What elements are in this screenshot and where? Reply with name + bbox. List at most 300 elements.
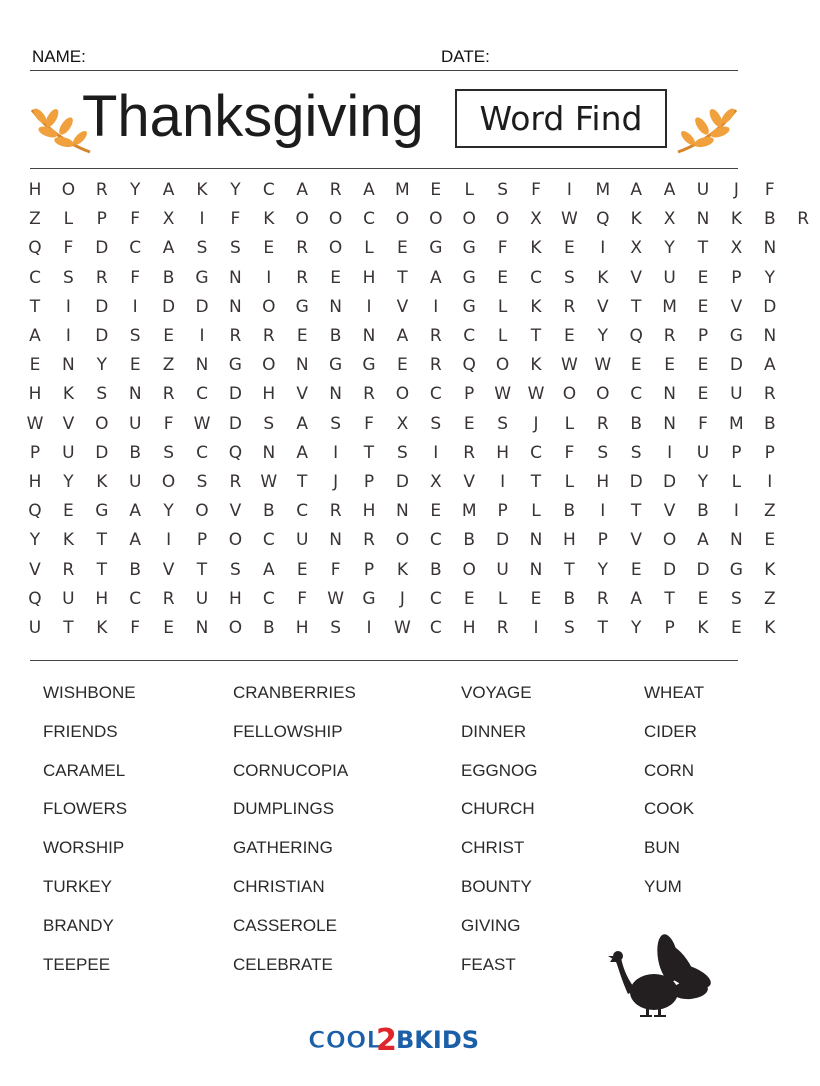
grid-letter[interactable]: R	[95, 180, 108, 200]
grid-letter[interactable]: I	[566, 180, 572, 200]
grid-letter[interactable]: U	[128, 413, 142, 434]
grid-letter[interactable]: T	[697, 238, 709, 259]
grid-letter[interactable]: G	[195, 267, 209, 288]
grid-letter[interactable]: B	[563, 588, 576, 609]
grid-letter[interactable]: K	[530, 238, 542, 259]
grid-letter[interactable]: B	[763, 209, 776, 230]
grid-letter[interactable]: X	[162, 209, 175, 230]
grid-letter[interactable]: N	[730, 530, 743, 551]
grid-letter[interactable]: R	[329, 180, 342, 200]
grid-letter[interactable]: F	[531, 180, 541, 200]
grid-letter[interactable]: C	[296, 501, 309, 522]
grid-letter[interactable]: D	[696, 559, 710, 580]
grid-letter[interactable]: V	[663, 501, 676, 522]
grid-letter[interactable]: Q	[28, 238, 42, 259]
grid-letter[interactable]: C	[530, 442, 542, 463]
grid-letter[interactable]: L	[364, 238, 374, 259]
grid-letter[interactable]: C	[463, 326, 476, 346]
grid-letter[interactable]: G	[429, 238, 443, 259]
grid-letter[interactable]: G	[95, 501, 109, 522]
grid-letter[interactable]: U	[663, 267, 676, 288]
grid-letter[interactable]: K	[96, 472, 108, 492]
grid-letter[interactable]: I	[667, 442, 673, 463]
grid-letter[interactable]: O	[228, 618, 243, 638]
grid-letter[interactable]: L	[464, 180, 474, 200]
grid-letter[interactable]: W	[260, 472, 278, 492]
grid-letter[interactable]: S	[163, 442, 174, 463]
grid-letter[interactable]: K	[530, 355, 542, 376]
grid-letter[interactable]: T	[363, 442, 375, 463]
grid-letter[interactable]: N	[195, 355, 209, 376]
grid-letter[interactable]: B	[129, 559, 142, 580]
grid-letter[interactable]: S	[263, 413, 275, 434]
grid-letter[interactable]: B	[463, 530, 476, 551]
grid-letter[interactable]: H	[596, 472, 610, 492]
grid-letter[interactable]: S	[630, 442, 642, 463]
grid-letter[interactable]: O	[429, 209, 443, 230]
grid-letter[interactable]: Q	[28, 501, 42, 522]
grid-letter[interactable]: L	[731, 472, 742, 492]
grid-letter[interactable]: V	[630, 530, 642, 551]
grid-letter[interactable]: B	[129, 442, 142, 463]
grid-letter[interactable]: L	[497, 588, 508, 609]
grid-letter[interactable]: K	[764, 618, 776, 638]
grid-letter[interactable]: I	[767, 472, 773, 492]
grid-letter[interactable]: N	[229, 296, 242, 317]
grid-letter[interactable]: I	[65, 326, 71, 346]
grid-letter[interactable]: O	[495, 209, 510, 230]
grid-letter[interactable]: L	[497, 296, 508, 317]
grid-letter[interactable]: S	[730, 588, 742, 609]
grid-letter[interactable]: A	[296, 442, 308, 463]
grid-letter[interactable]: R	[429, 355, 442, 376]
grid-letter[interactable]: O	[262, 296, 276, 317]
grid-letter[interactable]: K	[530, 296, 542, 317]
grid-letter[interactable]: A	[129, 501, 141, 522]
grid-letter[interactable]: G	[462, 296, 476, 317]
grid-letter[interactable]: F	[764, 180, 775, 200]
grid-letter[interactable]: G	[362, 355, 376, 376]
grid-letter[interactable]: I	[266, 267, 272, 288]
grid-letter[interactable]: E	[564, 326, 575, 346]
grid-letter[interactable]: O	[262, 355, 276, 376]
grid-letter[interactable]: D	[95, 442, 109, 463]
grid-letter[interactable]: T	[196, 559, 208, 580]
grid-letter[interactable]: C	[29, 267, 41, 288]
grid-letter[interactable]: T	[530, 472, 542, 492]
grid-letter[interactable]: N	[229, 267, 242, 288]
grid-letter[interactable]: E	[129, 355, 141, 376]
grid-letter[interactable]: Y	[163, 501, 174, 522]
grid-letter[interactable]: C	[429, 588, 442, 609]
grid-letter[interactable]: H	[28, 384, 42, 405]
grid-letter[interactable]: A	[396, 326, 409, 346]
grid-letter[interactable]: S	[430, 413, 442, 434]
grid-letter[interactable]: S	[196, 472, 208, 492]
grid-letter[interactable]: D	[95, 326, 109, 346]
grid-letter[interactable]: F	[130, 209, 141, 230]
grid-letter[interactable]: P	[29, 442, 41, 463]
grid-letter[interactable]: N	[396, 501, 409, 522]
grid-letter[interactable]: S	[96, 384, 108, 405]
grid-letter[interactable]: G	[329, 355, 343, 376]
grid-letter[interactable]: N	[529, 559, 543, 580]
grid-letter[interactable]: O	[228, 530, 243, 551]
grid-letter[interactable]: U	[62, 588, 75, 609]
grid-letter[interactable]: E	[163, 326, 174, 346]
grid-letter[interactable]: U	[730, 384, 743, 405]
grid-letter[interactable]: P	[731, 442, 742, 463]
grid-letter[interactable]: T	[29, 296, 41, 317]
grid-letter[interactable]: T	[630, 501, 642, 522]
grid-letter[interactable]: S	[597, 442, 609, 463]
grid-letter[interactable]: B	[697, 501, 709, 522]
grid-letter[interactable]: C	[530, 267, 542, 288]
grid-letter[interactable]: N	[262, 442, 276, 463]
grid-letter[interactable]: R	[363, 384, 375, 405]
grid-letter[interactable]: I	[433, 296, 439, 317]
grid-letter[interactable]: R	[463, 442, 476, 463]
grid-letter[interactable]: M	[595, 180, 611, 200]
grid-letter[interactable]: H	[362, 501, 376, 522]
grid-letter[interactable]: F	[497, 238, 508, 259]
grid-letter[interactable]: A	[296, 413, 308, 434]
grid-letter[interactable]: K	[62, 384, 74, 405]
grid-letter[interactable]: A	[697, 530, 709, 551]
grid-letter[interactable]: E	[697, 296, 709, 317]
grid-letter[interactable]: E	[29, 355, 41, 376]
grid-letter[interactable]: F	[163, 413, 174, 434]
grid-letter[interactable]: D	[195, 296, 209, 317]
grid-letter[interactable]: A	[630, 588, 642, 609]
grid-letter[interactable]: O	[395, 209, 410, 230]
grid-letter[interactable]: Z	[162, 355, 175, 376]
grid-letter[interactable]: E	[764, 530, 776, 551]
grid-letter[interactable]: S	[497, 413, 508, 434]
grid-letter[interactable]: W	[560, 209, 578, 230]
grid-letter[interactable]: O	[95, 413, 109, 434]
grid-letter[interactable]: L	[531, 501, 541, 522]
grid-letter[interactable]: U	[696, 442, 710, 463]
grid-letter[interactable]: I	[199, 326, 205, 346]
grid-letter[interactable]: Q	[596, 209, 610, 230]
grid-letter[interactable]: Z	[763, 588, 776, 609]
grid-letter[interactable]: U	[195, 588, 209, 609]
grid-letter[interactable]: S	[229, 238, 241, 259]
grid-letter[interactable]: E	[397, 238, 408, 259]
grid-letter[interactable]: A	[162, 238, 175, 259]
grid-letter[interactable]: R	[496, 618, 509, 638]
grid-letter[interactable]: H	[295, 618, 309, 638]
grid-letter[interactable]: A	[29, 326, 41, 346]
grid-letter[interactable]: X	[429, 472, 442, 492]
grid-letter[interactable]: N	[663, 384, 676, 405]
grid-letter[interactable]: E	[630, 559, 642, 580]
grid-letter[interactable]: M	[729, 413, 744, 434]
grid-letter[interactable]: C	[429, 618, 442, 638]
grid-letter[interactable]: H	[496, 442, 509, 463]
grid-letter[interactable]: A	[162, 180, 175, 200]
grid-letter[interactable]: A	[129, 530, 141, 551]
grid-letter[interactable]: L	[564, 472, 575, 492]
grid-letter[interactable]: E	[296, 326, 308, 346]
grid-letter[interactable]: K	[396, 559, 408, 580]
grid-letter[interactable]: I	[433, 442, 439, 463]
grid-letter[interactable]: D	[95, 296, 109, 317]
grid-letter[interactable]: V	[296, 384, 308, 405]
grid-letter[interactable]: N	[529, 530, 543, 551]
grid-letter[interactable]: Q	[462, 355, 476, 376]
grid-letter[interactable]: D	[496, 530, 510, 551]
grid-letter[interactable]: T	[96, 559, 107, 580]
grid-letter[interactable]: G	[729, 559, 743, 580]
grid-letter[interactable]: R	[363, 530, 375, 551]
grid-letter[interactable]: Y	[129, 180, 141, 200]
grid-letter[interactable]: T	[597, 618, 608, 638]
grid-letter[interactable]: T	[664, 588, 675, 609]
grid-letter[interactable]: X	[730, 238, 743, 259]
grid-letter[interactable]: C	[196, 442, 208, 463]
grid-letter[interactable]: N	[62, 355, 75, 376]
grid-letter[interactable]: K	[263, 209, 275, 230]
grid-letter[interactable]: O	[328, 238, 343, 259]
grid-letter[interactable]: O	[662, 530, 677, 551]
grid-letter[interactable]: P	[697, 326, 709, 346]
grid-letter[interactable]: S	[330, 618, 341, 638]
grid-letter[interactable]: R	[296, 267, 309, 288]
grid-letter[interactable]: F	[297, 588, 308, 609]
grid-letter[interactable]: D	[729, 355, 743, 376]
grid-letter[interactable]: I	[366, 618, 372, 638]
grid-letter[interactable]: O	[61, 180, 76, 200]
grid-letter[interactable]: F	[130, 267, 141, 288]
grid-letter[interactable]: P	[664, 618, 675, 638]
grid-letter[interactable]: O	[328, 209, 343, 230]
grid-letter[interactable]: R	[229, 326, 242, 346]
grid-letter[interactable]: O	[596, 384, 610, 405]
grid-letter[interactable]: C	[262, 180, 275, 200]
grid-letter[interactable]: V	[730, 296, 743, 317]
grid-letter[interactable]: I	[333, 442, 339, 463]
grid-letter[interactable]: N	[362, 326, 376, 346]
grid-letter[interactable]: O	[495, 355, 510, 376]
grid-letter[interactable]: S	[330, 413, 341, 434]
grid-letter[interactable]: R	[229, 472, 242, 492]
grid-letter[interactable]: U	[696, 180, 710, 200]
grid-letter[interactable]: Y	[63, 472, 74, 492]
grid-letter[interactable]: R	[596, 413, 609, 434]
grid-letter[interactable]: F	[330, 559, 341, 580]
grid-letter[interactable]: X	[396, 413, 409, 434]
grid-letter[interactable]: I	[533, 618, 539, 638]
grid-letter[interactable]: Y	[764, 267, 775, 288]
grid-letter[interactable]: P	[96, 209, 107, 230]
grid-letter[interactable]: R	[162, 384, 175, 405]
grid-letter[interactable]: C	[262, 588, 275, 609]
grid-letter[interactable]: N	[295, 355, 309, 376]
grid-letter[interactable]: Z	[29, 209, 41, 230]
grid-letter[interactable]: B	[162, 267, 175, 288]
grid-letter[interactable]: Z	[763, 501, 776, 522]
grid-letter[interactable]: G	[295, 296, 309, 317]
grid-letter[interactable]: I	[600, 501, 606, 522]
grid-letter[interactable]: E	[530, 588, 542, 609]
grid-letter[interactable]: S	[196, 238, 208, 259]
grid-letter[interactable]: E	[697, 384, 709, 405]
grid-letter[interactable]: D	[228, 384, 242, 405]
grid-letter[interactable]: H	[28, 180, 42, 200]
grid-letter[interactable]: E	[497, 267, 508, 288]
grid-letter[interactable]: O	[562, 384, 577, 405]
grid-letter[interactable]: D	[162, 296, 176, 317]
grid-letter[interactable]: P	[497, 501, 508, 522]
grid-letter[interactable]: F	[230, 209, 241, 230]
grid-letter[interactable]: N	[696, 209, 710, 230]
grid-letter[interactable]: E	[430, 180, 442, 200]
grid-letter[interactable]: K	[597, 267, 609, 288]
grid-letter[interactable]: N	[663, 413, 676, 434]
grid-letter[interactable]: N	[329, 296, 342, 317]
grid-letter[interactable]: R	[563, 296, 576, 317]
grid-letter[interactable]: S	[396, 442, 408, 463]
grid-letter[interactable]: T	[63, 618, 74, 638]
grid-letter[interactable]: I	[199, 209, 205, 230]
grid-letter[interactable]: K	[730, 209, 742, 230]
grid-letter[interactable]: H	[262, 384, 276, 405]
grid-letter[interactable]: X	[530, 209, 542, 230]
grid-letter[interactable]: H	[462, 618, 476, 638]
grid-letter[interactable]: G	[462, 267, 476, 288]
grid-letter[interactable]: P	[597, 530, 608, 551]
grid-letter[interactable]: B	[763, 413, 776, 434]
grid-letter[interactable]: E	[697, 588, 709, 609]
grid-letter[interactable]: W	[26, 413, 44, 434]
grid-letter[interactable]: A	[262, 559, 275, 580]
grid-letter[interactable]: I	[65, 296, 71, 317]
grid-letter[interactable]: O	[295, 209, 309, 230]
grid-letter[interactable]: R	[296, 238, 309, 259]
grid-letter[interactable]: S	[129, 326, 141, 346]
grid-letter[interactable]: O	[161, 472, 176, 492]
grid-letter[interactable]: R	[262, 326, 275, 346]
grid-letter[interactable]: K	[96, 618, 108, 638]
grid-letter[interactable]: O	[395, 384, 410, 405]
grid-letter[interactable]: U	[496, 559, 509, 580]
grid-letter[interactable]: C	[429, 384, 442, 405]
grid-letter[interactable]: F	[564, 442, 575, 463]
grid-letter[interactable]: Q	[228, 442, 243, 463]
grid-letter[interactable]: Q	[28, 588, 42, 609]
grid-letter[interactable]: C	[630, 384, 643, 405]
grid-letter[interactable]: W	[560, 355, 578, 376]
grid-letter[interactable]: P	[464, 384, 475, 405]
grid-letter[interactable]: V	[396, 296, 409, 317]
grid-letter[interactable]: V	[463, 472, 475, 492]
grid-letter[interactable]: N	[195, 618, 209, 638]
grid-letter[interactable]: E	[263, 238, 275, 259]
grid-letter[interactable]: A	[763, 355, 776, 376]
grid-letter[interactable]: T	[564, 559, 575, 580]
grid-letter[interactable]: E	[697, 267, 709, 288]
grid-letter[interactable]: D	[629, 472, 643, 492]
grid-letter[interactable]: H	[362, 267, 376, 288]
grid-letter[interactable]: V	[29, 559, 41, 580]
grid-letter[interactable]: H	[562, 530, 576, 551]
grid-letter[interactable]: R	[429, 326, 442, 346]
grid-letter[interactable]: U	[295, 530, 309, 551]
grid-letter[interactable]: W	[327, 588, 344, 609]
grid-letter[interactable]: A	[663, 180, 676, 200]
grid-letter[interactable]: H	[28, 472, 42, 492]
grid-letter[interactable]: J	[333, 472, 339, 492]
grid-letter[interactable]: C	[363, 209, 375, 230]
grid-letter[interactable]: X	[663, 209, 676, 230]
grid-letter[interactable]: C	[429, 530, 442, 551]
grid-letter[interactable]: W	[594, 355, 612, 376]
grid-letter[interactable]: R	[663, 326, 676, 346]
grid-letter[interactable]: N	[763, 326, 777, 346]
grid-letter[interactable]: G	[362, 588, 376, 609]
grid-letter[interactable]: T	[296, 472, 308, 492]
grid-letter[interactable]: D	[663, 472, 677, 492]
grid-letter[interactable]: Q	[629, 326, 643, 346]
grid-letter[interactable]: V	[596, 296, 609, 317]
grid-letter[interactable]: W	[527, 384, 545, 405]
grid-letter[interactable]: G	[462, 238, 476, 259]
grid-letter[interactable]: A	[363, 180, 375, 200]
grid-letter[interactable]: E	[630, 355, 642, 376]
grid-letter[interactable]: S	[229, 559, 241, 580]
grid-letter[interactable]: N	[128, 384, 142, 405]
grid-letter[interactable]: H	[95, 588, 109, 609]
grid-letter[interactable]: W	[193, 413, 211, 434]
grid-letter[interactable]: R	[596, 588, 609, 609]
grid-letter[interactable]: V	[162, 559, 175, 580]
grid-letter[interactable]: S	[497, 180, 508, 200]
grid-letter[interactable]: P	[731, 267, 742, 288]
grid-letter[interactable]: A	[630, 180, 642, 200]
grid-letter[interactable]: D	[395, 472, 409, 492]
grid-letter[interactable]: U	[62, 442, 75, 463]
grid-letter[interactable]: V	[630, 267, 642, 288]
grid-letter[interactable]: T	[96, 530, 107, 551]
grid-letter[interactable]: E	[163, 618, 174, 638]
grid-letter[interactable]: K	[697, 618, 709, 638]
grid-letter[interactable]: R	[329, 501, 342, 522]
grid-letter[interactable]: I	[500, 472, 506, 492]
grid-letter[interactable]: Y	[597, 559, 608, 580]
grid-letter[interactable]: X	[630, 238, 643, 259]
grid-letter[interactable]: L	[564, 413, 575, 434]
grid-letter[interactable]: I	[166, 530, 172, 551]
grid-letter[interactable]: I	[132, 296, 138, 317]
grid-letter[interactable]: U	[28, 618, 42, 638]
grid-letter[interactable]: O	[462, 209, 476, 230]
grid-letter[interactable]: C	[129, 588, 142, 609]
grid-letter[interactable]: R	[797, 209, 810, 230]
grid-letter[interactable]: L	[497, 326, 508, 346]
grid-letter[interactable]: I	[733, 501, 739, 522]
grid-letter[interactable]: B	[563, 501, 576, 522]
grid-letter[interactable]: A	[296, 180, 308, 200]
grid-letter[interactable]: M	[662, 296, 677, 317]
grid-letter[interactable]: D	[95, 238, 109, 259]
grid-letter[interactable]: O	[395, 530, 410, 551]
grid-letter[interactable]: B	[262, 618, 275, 638]
grid-letter[interactable]: E	[697, 355, 709, 376]
grid-letter[interactable]: F	[63, 238, 74, 259]
grid-letter[interactable]: Y	[597, 326, 608, 346]
